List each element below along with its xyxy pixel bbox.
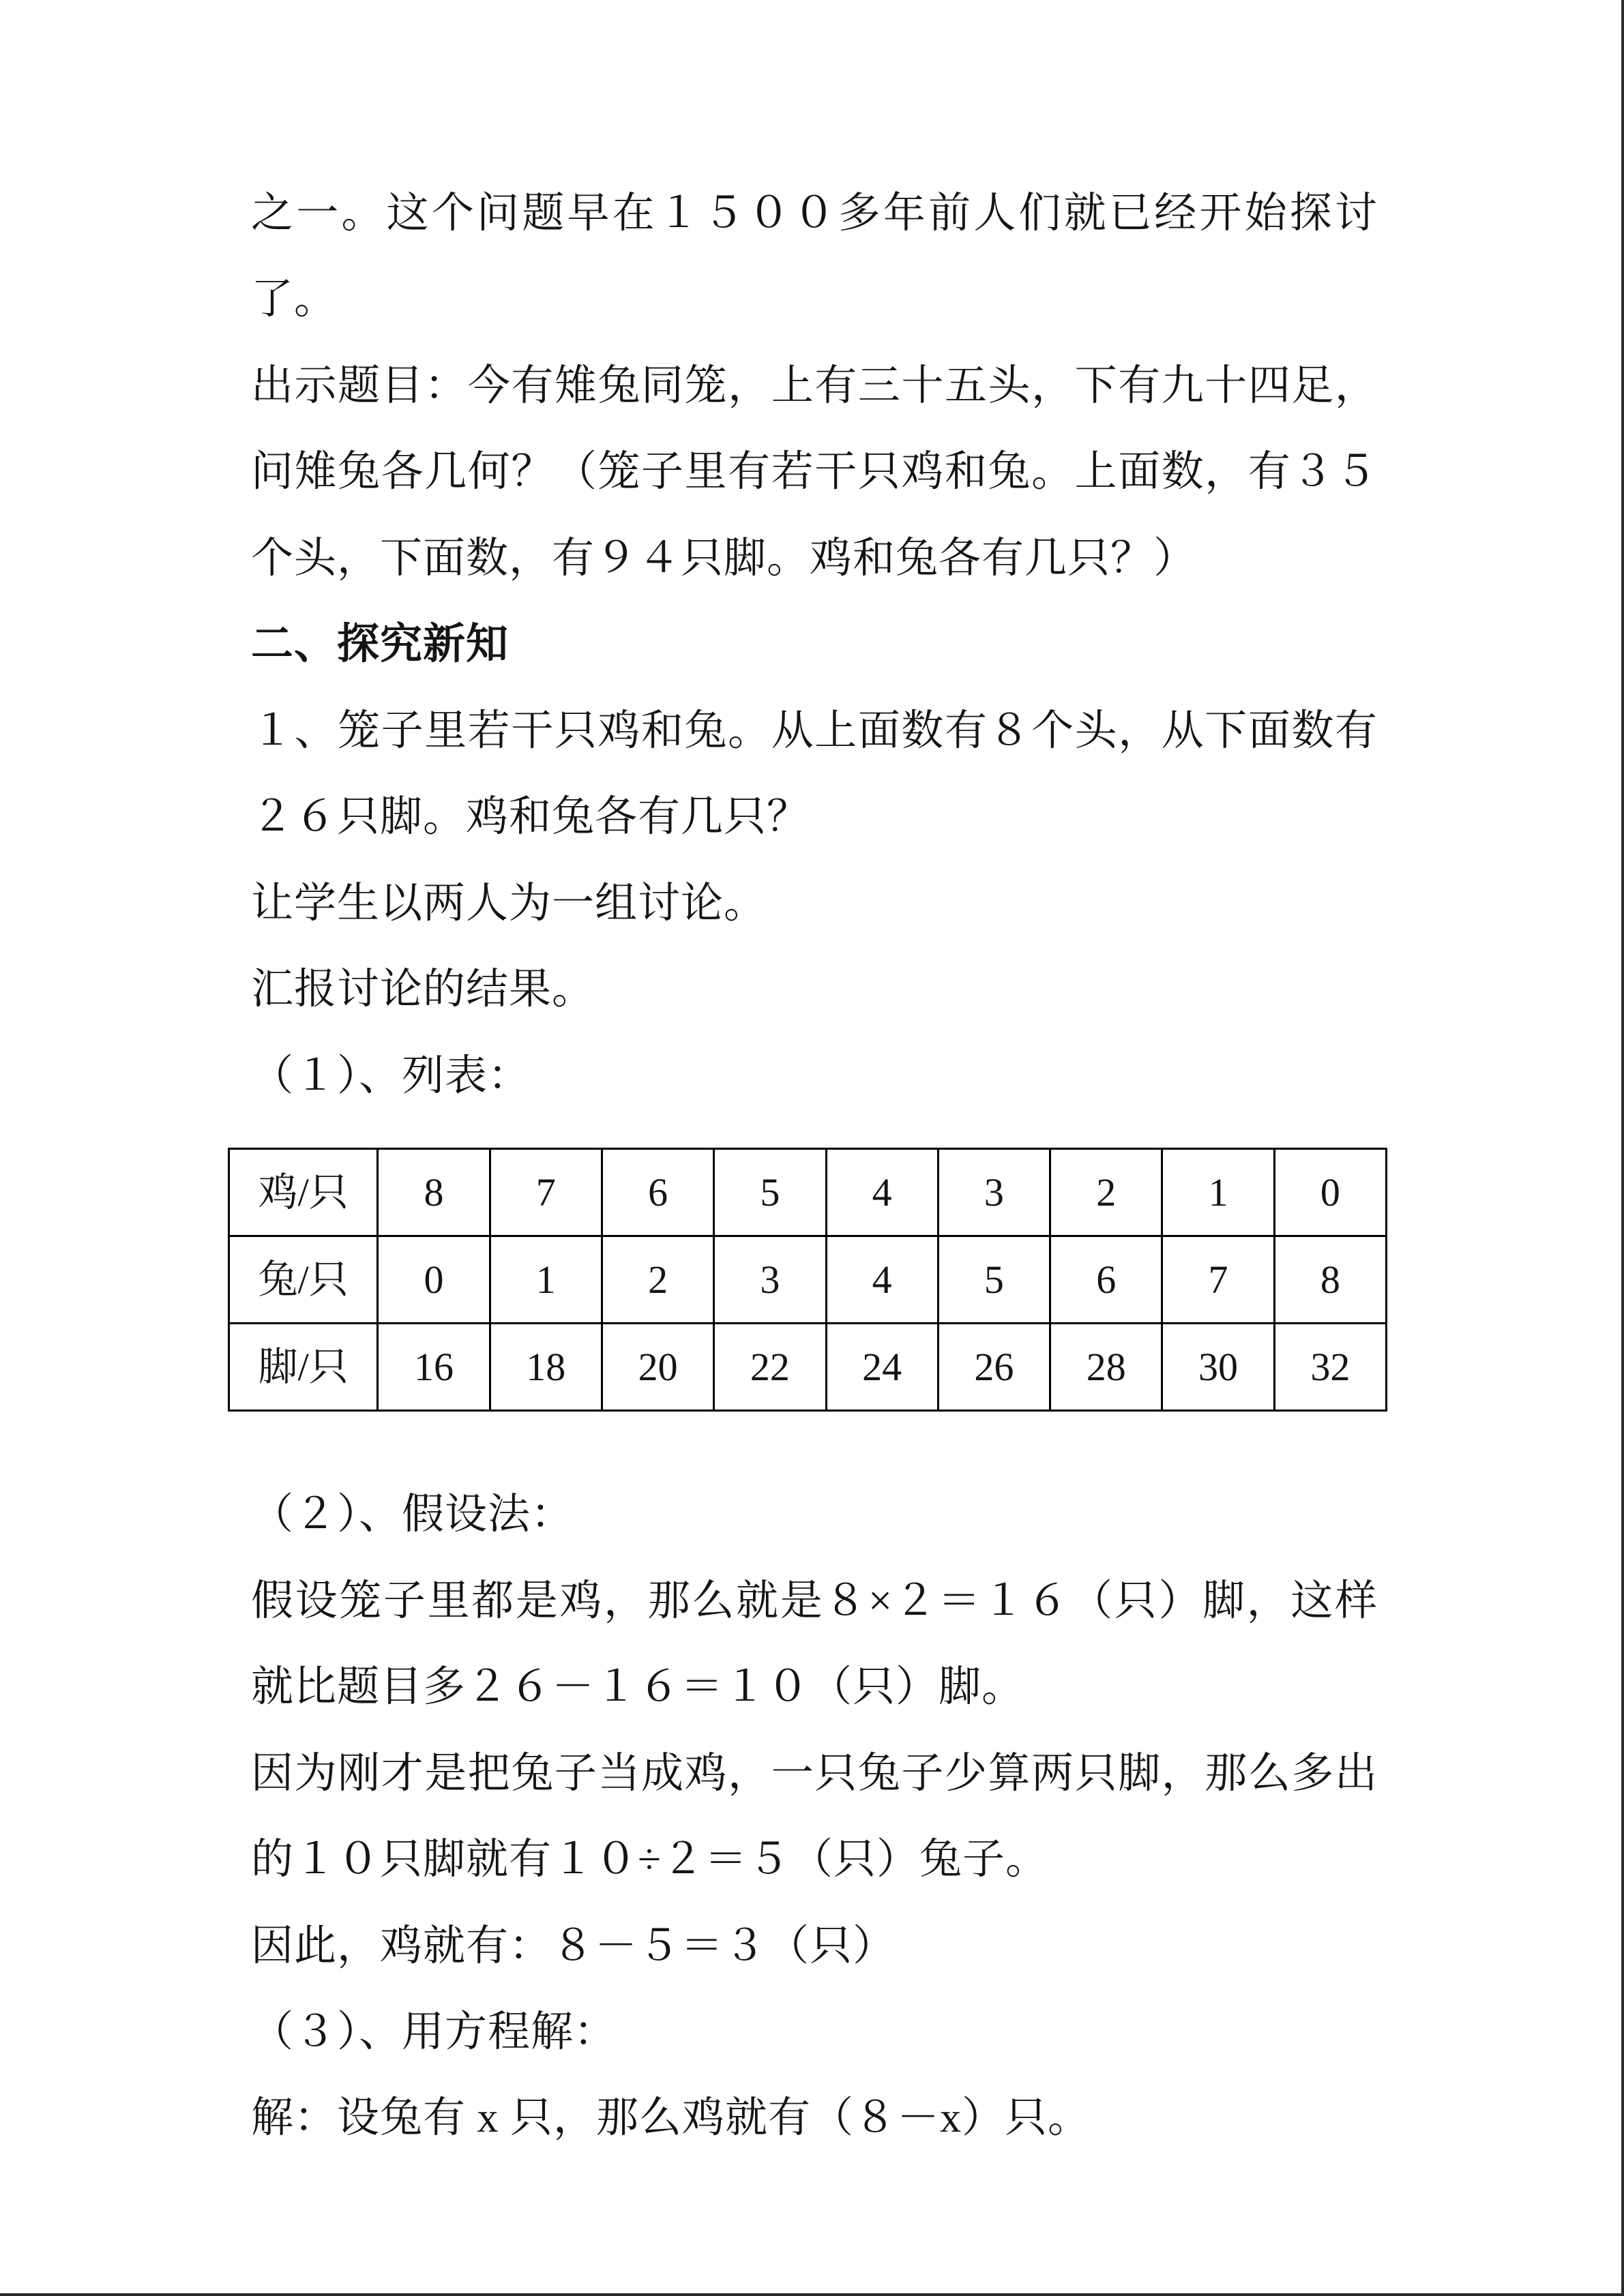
- table-cell: 3: [714, 1236, 826, 1324]
- table-cell: 2: [602, 1236, 713, 1324]
- table-cell: 5: [714, 1149, 826, 1236]
- table-row-chickens: [229, 1149, 1387, 1236]
- table-cell: 8: [378, 1149, 490, 1236]
- table-cell: 16: [378, 1324, 490, 1411]
- section-heading-explore: 二、探究新知: [251, 621, 510, 668]
- table-row-header: 兔/只: [229, 1236, 378, 1324]
- paragraph-method-equation: （３）、用方程解：: [251, 2008, 617, 2055]
- paragraph-discuss-instruction: 让学生以两人为一组讨论。: [251, 880, 767, 927]
- table-cell: 8: [1274, 1236, 1386, 1324]
- table-cell: 28: [1050, 1324, 1162, 1411]
- paragraph-assumption-step2: 因为刚才是把兔子当成鸡，一只兔子少算两只脚，那么多出的１０只脚就有１０÷２＝５（只）兔子。: [251, 1750, 1378, 1883]
- table-cell: 22: [714, 1324, 826, 1411]
- table-cell: 1: [490, 1236, 602, 1324]
- table-cell: 32: [1274, 1324, 1386, 1411]
- table-row-feet: [229, 1324, 1387, 1411]
- enumeration-table: [228, 1148, 1387, 1412]
- table-cell: 6: [602, 1149, 713, 1236]
- paragraph-assumption-step1: 假设笼子里都是鸡，那么就是８×２＝１６（只）脚，这样就比题目多２６－１６＝１０（只）脚。: [251, 1577, 1378, 1711]
- table-row-header: 鸡/只: [229, 1149, 378, 1236]
- table-cell: 0: [1274, 1149, 1386, 1236]
- table-cell: 30: [1162, 1324, 1274, 1411]
- table-cell: 7: [1162, 1236, 1274, 1324]
- table-row-header: 脚/只: [229, 1324, 378, 1411]
- paragraph-equation-setup: 解：设兔有 x 只，那么鸡就有（８－x）只。: [251, 2095, 1091, 2142]
- table-cell: 4: [826, 1149, 938, 1236]
- page-content: [251, 170, 1378, 2162]
- table-cell: 2: [1050, 1149, 1162, 1236]
- table-cell: 7: [490, 1149, 602, 1236]
- paragraph-method-assumption: （２）、假设法：: [251, 1491, 574, 1538]
- table-cell: 5: [938, 1236, 1050, 1324]
- table-cell: 4: [826, 1236, 938, 1324]
- table-cell: 26: [938, 1324, 1050, 1411]
- table-cell: 1: [1162, 1149, 1274, 1236]
- paragraph-method-list: （１）、列表：: [251, 1052, 531, 1099]
- paragraph-report-results: 汇报讨论的结果。: [251, 966, 595, 1013]
- table-cell: 0: [378, 1236, 490, 1324]
- paragraph-history: 之一。这个问题早在１５００多年前人们就已经开始探讨了。: [251, 190, 1378, 323]
- paragraph-example-problem: １、笼子里若干只鸡和兔。从上面数有８个头，从下面数有２６只脚。鸡和兔各有几只？: [251, 707, 1378, 841]
- table-cell: 24: [826, 1324, 938, 1411]
- table-cell: 18: [490, 1324, 602, 1411]
- table-cell: 3: [938, 1149, 1050, 1236]
- paragraph-assumption-conclusion: 因此，鸡就有：８－５＝３（只）: [251, 1922, 896, 1969]
- table-cell: 20: [602, 1324, 713, 1411]
- table-row-rabbits: [229, 1236, 1387, 1324]
- paragraph-problem-statement: 出示题目：今有雉兔同笼，上有三十五头，下有九十四足，问雉兔各几何？（笼子里有若干只鸡和兔。上面数，有３５个头，下面数，有９４只脚。鸡和兔各有几只？）: [251, 362, 1378, 582]
- table-cell: 6: [1050, 1236, 1162, 1324]
